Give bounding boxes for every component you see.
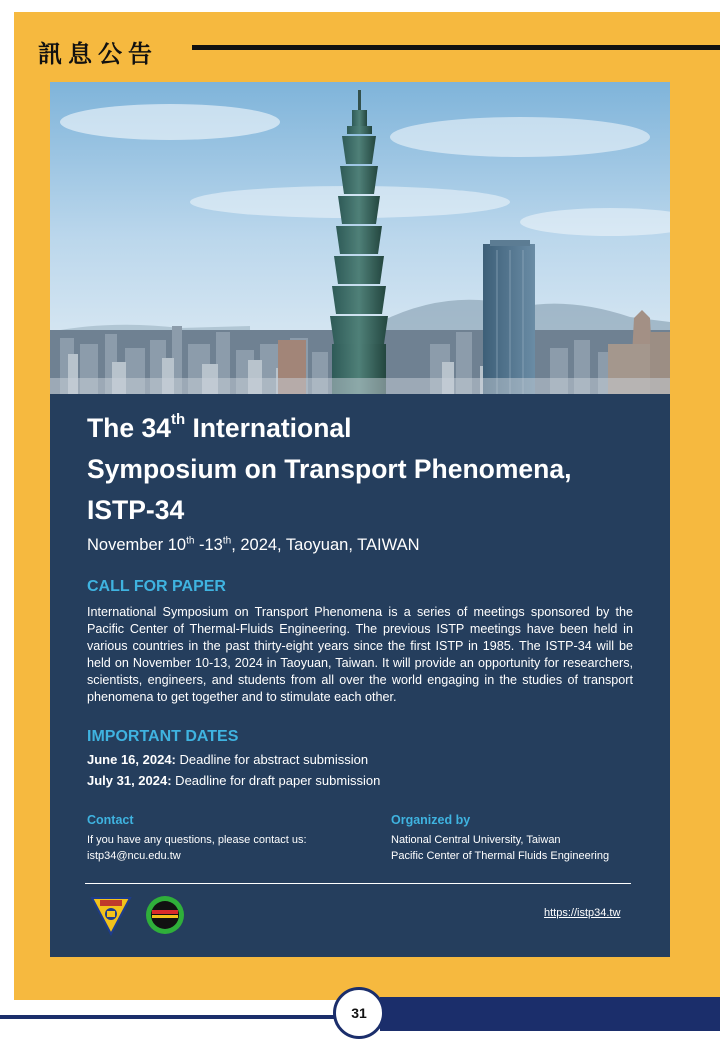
contact-heading: Contact [87, 813, 134, 827]
page-number: 31 [333, 987, 385, 1039]
date-start: November 10 [87, 536, 187, 554]
event-date-location [87, 536, 420, 555]
title-line-1-post: International [185, 413, 352, 443]
date-end: -13 [194, 536, 223, 554]
date-start-suffix: th [186, 535, 195, 547]
poster-divider [85, 883, 631, 884]
contact-instruction: If you have any questions, please contact us: [87, 834, 307, 846]
symposium-title [87, 408, 633, 531]
important-dates-heading: IMPORTANT DATES [87, 728, 239, 745]
deadline-item [87, 773, 380, 788]
contact-email[interactable]: istp34@ncu.edu.tw [87, 850, 181, 862]
call-for-paper-heading: CALL FOR PAPER [87, 578, 226, 595]
organizer-pctfe: Pacific Center of Thermal Fluids Engineering [391, 850, 610, 862]
pctfe-logo-icon [145, 895, 185, 935]
deadline-date: July 31, 2024: [87, 773, 172, 788]
title-line-3: ISTP-34 [87, 495, 185, 525]
date-end-suffix: th [222, 535, 232, 547]
footer-rule [0, 1015, 340, 1019]
organized-by-heading: Organized by [391, 813, 471, 827]
date-year-location: , 2024, Taoyuan, TAIWAN [231, 536, 420, 554]
conference-website-link[interactable]: https://istp34.tw [544, 907, 621, 919]
header-divider [192, 45, 720, 50]
section-title: 訊息公告 [38, 40, 158, 68]
footer-bar [380, 997, 720, 1031]
deadline-description: Deadline for draft paper submission [171, 773, 381, 788]
deadline-date: June 16, 2024: [87, 752, 176, 767]
deadline-item [87, 752, 368, 767]
title-ordinal-suffix: th [170, 411, 186, 429]
ncu-logo-icon [90, 894, 132, 936]
deadline-description: Deadline for abstract submission [175, 752, 369, 767]
call-for-paper-body: International Symposium on Transport Phenomena is a series of meetings sponsored by the Pacific Center of Thermal-Fluids Engineering. The previous ISTP meetings have been held in various countries in the past thirty-eight years since the first ISTP in 1985. The ISTP-34 will be held on November 10-13, 2024 in Taoyuan, Taiwan. It will provide an opportunity for researchers, scientists, engineers, and students from all over the world engaging in the studies of transport phenomena to get together and to stimulate each other. [87, 605, 633, 704]
title-line-1-pre: The 34 [87, 413, 171, 443]
title-line-2: Symposium on Transport Phenomena, [87, 454, 572, 484]
title-line-1 [87, 408, 633, 449]
organizer-ncu: National Central University, Taiwan [391, 834, 561, 846]
